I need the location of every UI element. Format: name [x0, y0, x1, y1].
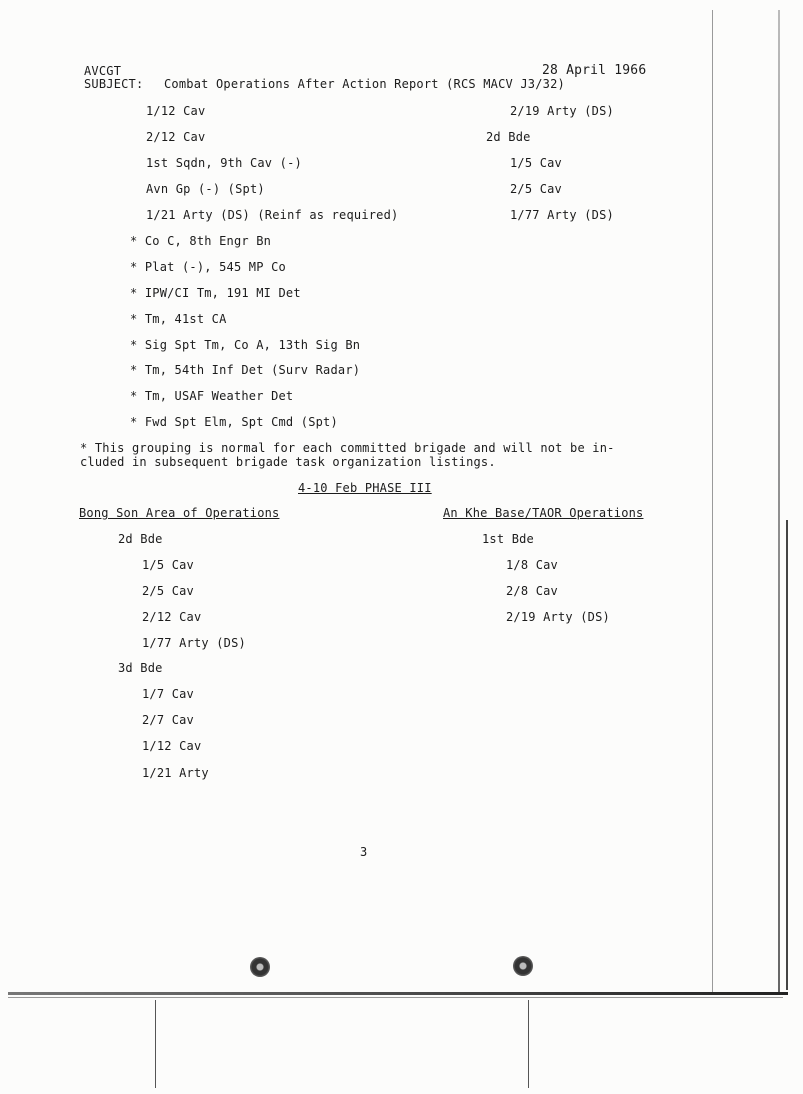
punch-hole-icon	[250, 957, 270, 977]
left-list-item: Avn Gp (-) (Spt)	[146, 182, 265, 196]
bong-son-unit: 1/12 Cav	[142, 739, 202, 753]
starred-item: * IPW/CI Tm, 191 MI Det	[130, 286, 301, 300]
starred-item: * Fwd Spt Elm, Spt Cmd (Spt)	[130, 415, 338, 429]
left-list-item: 1st Sqdn, 9th Cav (-)	[146, 156, 302, 170]
subject-label: SUBJECT:	[84, 77, 144, 91]
bong-son-unit: 1/21 Arty	[142, 766, 209, 780]
starred-item: * Tm, 54th Inf Det (Surv Radar)	[130, 363, 361, 377]
an-khe-heading: An Khe Base/TAOR Operations	[443, 506, 644, 520]
phase-heading: 4-10 Feb PHASE III	[298, 481, 432, 495]
bong-son-unit: 1/77 Arty (DS)	[142, 636, 246, 650]
scan-vertical-line	[155, 1000, 156, 1088]
right-brigade: 2d Bde	[486, 130, 531, 144]
starred-item: * Co C, 8th Engr Bn	[130, 234, 272, 248]
bong-son-brigade: 3d Bde	[118, 661, 163, 675]
right-list-item: 1/77 Arty (DS)	[510, 208, 614, 222]
left-list-item: 1/21 Arty (DS) (Reinf as required)	[146, 208, 399, 222]
subject-line: Combat Operations After Action Report (RCS MACV J3/32)	[164, 77, 565, 91]
an-khe-unit: 1/8 Cav	[506, 558, 558, 572]
scan-edge-line	[786, 520, 788, 990]
right-list-item: 1/5 Cav	[510, 156, 562, 170]
scan-edge-line	[712, 10, 713, 995]
starred-item: * Tm, 41st CA	[130, 312, 227, 326]
an-khe-unit: 2/8 Cav	[506, 584, 558, 598]
bong-son-unit: 2/7 Cav	[142, 713, 194, 727]
note-line: cluded in subsequent brigade task organization listings.	[80, 455, 496, 469]
note-line: * This grouping is normal for each committed brigade and will not be in-	[80, 441, 615, 455]
header-code: AVCGT	[84, 64, 122, 78]
bong-son-unit: 2/12 Cav	[142, 610, 202, 624]
left-list-item: 1/12 Cav	[146, 104, 206, 118]
bong-son-heading: Bong Son Area of Operations	[79, 506, 280, 520]
starred-item: * Plat (-), 545 MP Co	[130, 260, 286, 274]
right-list-item: 2/5 Cav	[510, 182, 562, 196]
page-number: 3	[360, 845, 368, 859]
bong-son-unit: 2/5 Cav	[142, 584, 194, 598]
starred-item: * Sig Spt Tm, Co A, 13th Sig Bn	[130, 338, 361, 352]
punch-hole-icon	[513, 956, 533, 976]
an-khe-unit: 2/19 Arty (DS)	[506, 610, 610, 624]
scan-bottom-edge	[8, 992, 788, 995]
header-date: 28 April 1966	[542, 63, 647, 78]
bong-son-unit: 1/5 Cav	[142, 558, 194, 572]
bong-son-unit: 1/7 Cav	[142, 687, 194, 701]
left-list-item: 2/12 Cav	[146, 130, 206, 144]
scan-vertical-line	[528, 1000, 529, 1088]
starred-item: * Tm, USAF Weather Det	[130, 389, 294, 403]
bong-son-brigade: 2d Bde	[118, 532, 163, 546]
an-khe-brigade: 1st Bde	[482, 532, 534, 546]
right-list-item: 2/19 Arty (DS)	[510, 104, 614, 118]
scan-edge-line	[778, 10, 780, 995]
scan-bottom-edge	[8, 997, 783, 998]
